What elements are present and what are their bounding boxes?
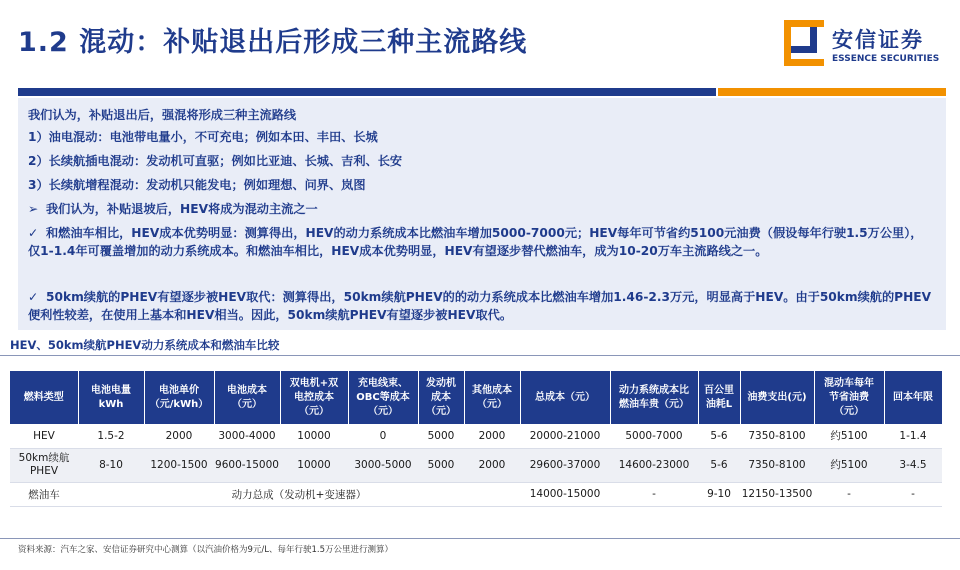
intro-text: 我们认为，补贴退出后，强混将形成三种主流路线 [28, 108, 297, 122]
table-cell: 燃油车 [10, 482, 78, 506]
table-header-cell: 动力系统成本比 燃油车贵（元） [610, 371, 698, 424]
table-header-cell: 总成本（元） [520, 371, 610, 424]
table-header-cell: 其他成本 （元） [464, 371, 520, 424]
table-cell: 2000 [464, 448, 520, 482]
logo-mark-icon [784, 20, 824, 66]
table-cell: - [610, 482, 698, 506]
table-cell: 12150-13500 [740, 482, 814, 506]
table-header-cell: 电池电量 kWh [78, 371, 144, 424]
table-cell: 0 [348, 424, 418, 448]
table-header-cell: 回本年限 [884, 371, 942, 424]
table-cell: 1-1.4 [884, 424, 942, 448]
logo-english-name: ESSENCE SECURITIES [832, 54, 940, 64]
table-cell: 约5100 [814, 448, 884, 482]
page-title: 1.2 混动：补贴退出后形成三种主流路线 [18, 27, 528, 58]
check-icon: ✓ [28, 226, 39, 240]
table-cell-powertrain: 动力总成（发动机+变速器） [78, 482, 520, 506]
table-cell: 29600-37000 [520, 448, 610, 482]
footer-divider [0, 538, 960, 539]
table-header-cell: 电池单价 （元/kWh） [144, 371, 214, 424]
table-header-cell: 电池成本 （元） [214, 371, 280, 424]
table-header-cell: 百公里 油耗L [698, 371, 740, 424]
table-cell: - [814, 482, 884, 506]
table-cell: 3000-5000 [348, 448, 418, 482]
table-cell: 5-6 [698, 448, 740, 482]
table-cell: 7350-8100 [740, 424, 814, 448]
point-phev [28, 288, 933, 324]
company-logo [780, 18, 950, 74]
table-row [10, 424, 942, 448]
table-header-cell: 油费支出(元) [740, 371, 814, 424]
content-panel [18, 98, 946, 330]
table-cell: 10000 [280, 448, 348, 482]
table-cell: 5-6 [698, 424, 740, 448]
table-cell: 14000-15000 [520, 482, 610, 506]
table-cell: HEV [10, 424, 78, 448]
table-cell: 3-4.5 [884, 448, 942, 482]
route-item-1: 1）油电混动：电池带电量小，不可充电；例如本田、丰田、长城 [28, 130, 378, 144]
header-bar-blue [18, 88, 716, 96]
point-phev-text: 50km续航的PHEV有望逐步被HEV取代：测算得出，50km续航PHEV的的动力系统成本比燃油车增加1.46-2.3万元，明显高于HEV。由于50km续航的PHEV便利性较差，在使用上基本和HEV相当。因此，50km续航PHEV有望逐步被HEV取代。 [28, 290, 932, 322]
point-hev-cost-text: 和燃油车相比，HEV成本优势明显：测算得出，HEV的动力系统成本比燃油车增加5000-7000元；HEV每年可节省约5100元油费（假设每年行驶1.5万公里），仅1-1.4年可覆盖增加的动力系统成本。和燃油车相比，HEV成本优势明显，HEV有望逐步替代燃油车，成为10-20万车主流路线之一。 [28, 226, 923, 258]
route-item-3: 3）长续航增程混动：发动机只能发电；例如理想、问界、岚图 [28, 178, 366, 192]
table-cell: 20000-21000 [520, 424, 610, 448]
table-cell: 9-10 [698, 482, 740, 506]
table-cell: 约5100 [814, 424, 884, 448]
source-note: 资料来源：汽车之家、安信证券研究中心测算（以汽油价格为9元/L、每年行驶1.5万公里进行测算） [18, 545, 394, 555]
arrow-bullet-icon: ➢ [28, 202, 39, 216]
table-row [10, 448, 942, 482]
table-cell: 10000 [280, 424, 348, 448]
view-text: 我们认为，补贴退坡后，HEV将成为混动主流之一 [46, 202, 318, 216]
table-header-cell: 充电线束、 OBC等成本 （元） [348, 371, 418, 424]
point-hev-cost [28, 224, 933, 260]
table-header-cell: 双电机+双 电控成本 （元） [280, 371, 348, 424]
table-cell: 1200-1500 [144, 448, 214, 482]
table-cell: 8-10 [78, 448, 144, 482]
route-item-2: 2）长续航插电混动：发动机可直驱；例如比亚迪、长城、吉利、长安 [28, 154, 403, 168]
table-cell: 5000 [418, 424, 464, 448]
table-header-cell: 发动机 成本 （元） [418, 371, 464, 424]
table-cell: 3000-4000 [214, 424, 280, 448]
view-statement [28, 200, 318, 217]
table-header-cell: 混动车每年 节省油费 （元） [814, 371, 884, 424]
check-icon: ✓ [28, 290, 39, 304]
table-header-cell: 燃料类型 [10, 371, 78, 424]
table-cell: - [884, 482, 942, 506]
table-cell: 50km续航 PHEV [10, 448, 78, 482]
logo-chinese-name: 安信证券 [832, 28, 924, 52]
table-header-row [10, 371, 942, 424]
table-cell: 1.5-2 [78, 424, 144, 448]
table-caption: HEV、50km续航PHEV动力系统成本和燃油车比较 [10, 338, 280, 352]
table-row-fuel [10, 482, 942, 506]
header-bar-orange [718, 88, 946, 96]
table-cell: 7350-8100 [740, 448, 814, 482]
table-cell: 2000 [464, 424, 520, 448]
table-cell: 14600-23000 [610, 448, 698, 482]
caption-divider [0, 355, 960, 356]
table-cell: 9600-15000 [214, 448, 280, 482]
table-cell: 2000 [144, 424, 214, 448]
table-cell: 5000-7000 [610, 424, 698, 448]
cost-comparison-table [10, 371, 943, 507]
table-cell: 5000 [418, 448, 464, 482]
